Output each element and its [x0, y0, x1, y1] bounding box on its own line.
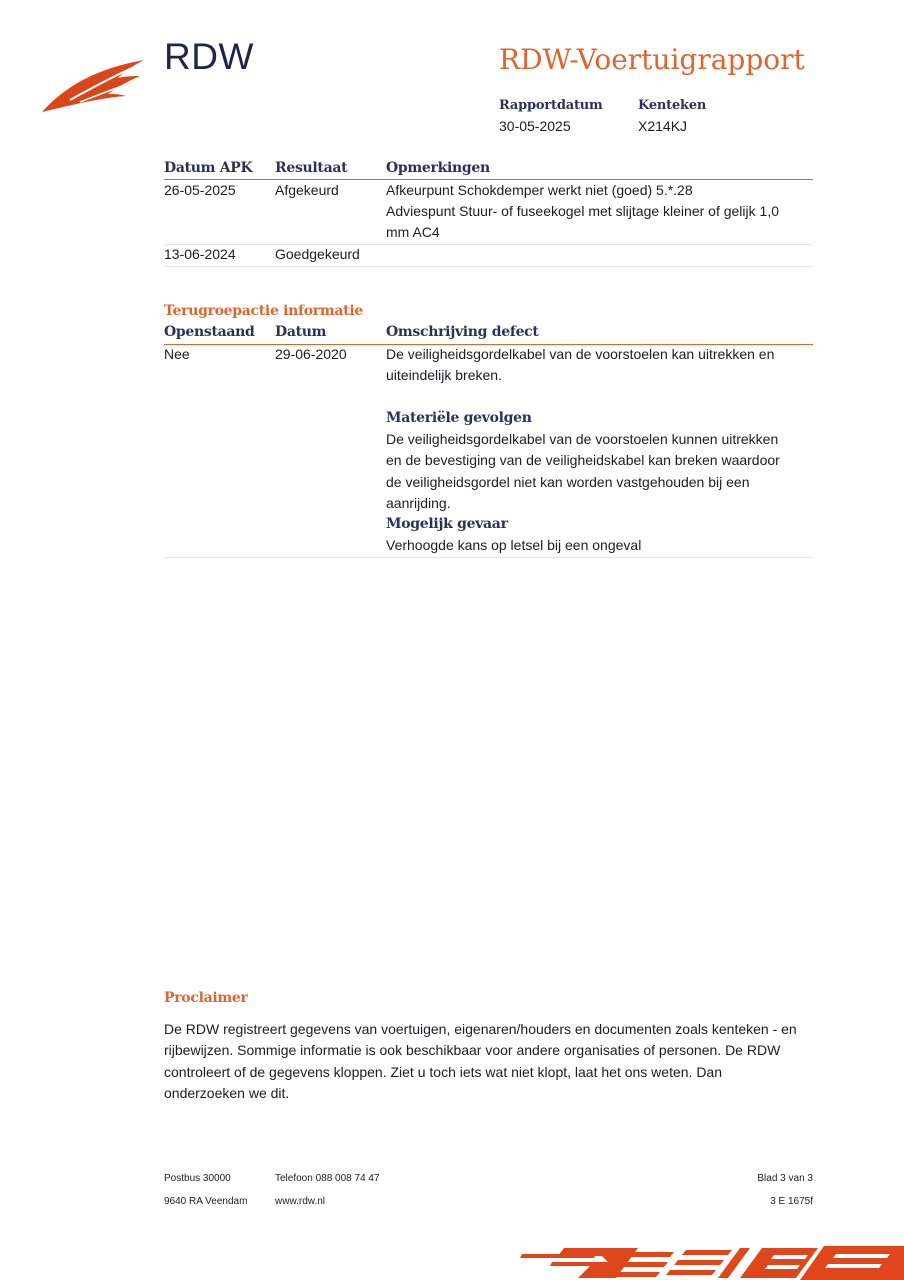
- recall-section-title: Terugroepactie informatie: [164, 303, 363, 319]
- recall-danger-text: Verhoogde kans op letsel bij een ongeval: [386, 537, 642, 553]
- brand-name: RDW: [164, 36, 254, 77]
- apk-row-1-remark-1: Afkeurpunt Schokdemper werkt niet (goed) 5.*.28: [386, 182, 693, 198]
- recall-date-value: 29-06-2020: [275, 346, 347, 362]
- report-date-label: Rapportdatum: [499, 98, 603, 113]
- license-plate-label: Kenteken: [638, 98, 707, 113]
- report-title: RDW-Voertuigrapport: [499, 43, 805, 76]
- license-plate-value: X214KJ: [638, 118, 688, 134]
- apk-row-2-result: Goedgekeurd: [275, 246, 360, 262]
- proclaimer-title: Proclaimer: [164, 990, 248, 1006]
- recall-consequences-title: Materiële gevolgen: [386, 410, 532, 426]
- recall-open-value: Nee: [164, 346, 190, 362]
- apk-row-1-result: Afgekeurd: [275, 182, 339, 198]
- recall-consequences-text: De veiligheidsgordelkabel van de voorstoelen kunnen uitrekken en de bevestiging van de veiligheidskabel kan breken waardoor de veiligheidsgordel niet kan worden vastgehouden bij een aanrijding.: [386, 431, 780, 511]
- footer-address-line-2: 9640 RA Veendam: [164, 1196, 248, 1207]
- footer-document-code: 3 E 1675f: [770, 1196, 813, 1207]
- footer-phone: Telefoon 088 008 74 47: [275, 1173, 380, 1184]
- apk-table-bottom-rule: [164, 266, 813, 267]
- recall-defect-description: De veiligheidsgordelkabel van de voorstoelen kan uitrekken en uiteindelijk breken.: [386, 346, 775, 384]
- footer-address-line-1: Postbus 30000: [164, 1173, 231, 1184]
- proclaimer-text: De RDW registreert gegevens van voertuigen, eigenaren/houders en documenten zoals kenteken - en rijbewijzen. Sommige informatie is ook beschikbaar voor andere organisaties of personen. De RDW controleert of de gegevens kloppen. Ziet u toch iets wat niet klopt, laat het ons weten. Dan onderzoeken we dit.: [164, 1021, 797, 1101]
- apk-row-divider: [164, 244, 813, 245]
- recall-header-defect: Omschrijving defect: [386, 324, 539, 340]
- recall-header-open: Openstaand: [164, 324, 255, 340]
- recall-header-date: Datum: [275, 324, 327, 340]
- apk-row-1-remark-2: Adviespunt Stuur- of fuseekogel met slijtage kleiner of gelijk 1,0 mm AC4: [386, 203, 779, 241]
- apk-row-1-date: 26-05-2025: [164, 182, 236, 198]
- recall-table-bottom-rule: [164, 557, 813, 558]
- apk-header-result: Resultaat: [275, 160, 348, 176]
- rdw-feather-logo-icon: [40, 56, 150, 116]
- footer-website-link[interactable]: www.rdw.nl: [275, 1196, 326, 1207]
- apk-header-remarks: Opmerkingen: [386, 160, 490, 176]
- footer-page-number: Blad 3 van 3: [757, 1173, 813, 1184]
- apk-row-2-date: 13-06-2024: [164, 246, 236, 262]
- report-date-value: 30-05-2025: [499, 118, 571, 134]
- apk-header-date: Datum APK: [164, 160, 253, 176]
- rdw-stripes-decoration-icon: [518, 1244, 904, 1280]
- recall-danger-title: Mogelijk gevaar: [386, 516, 508, 532]
